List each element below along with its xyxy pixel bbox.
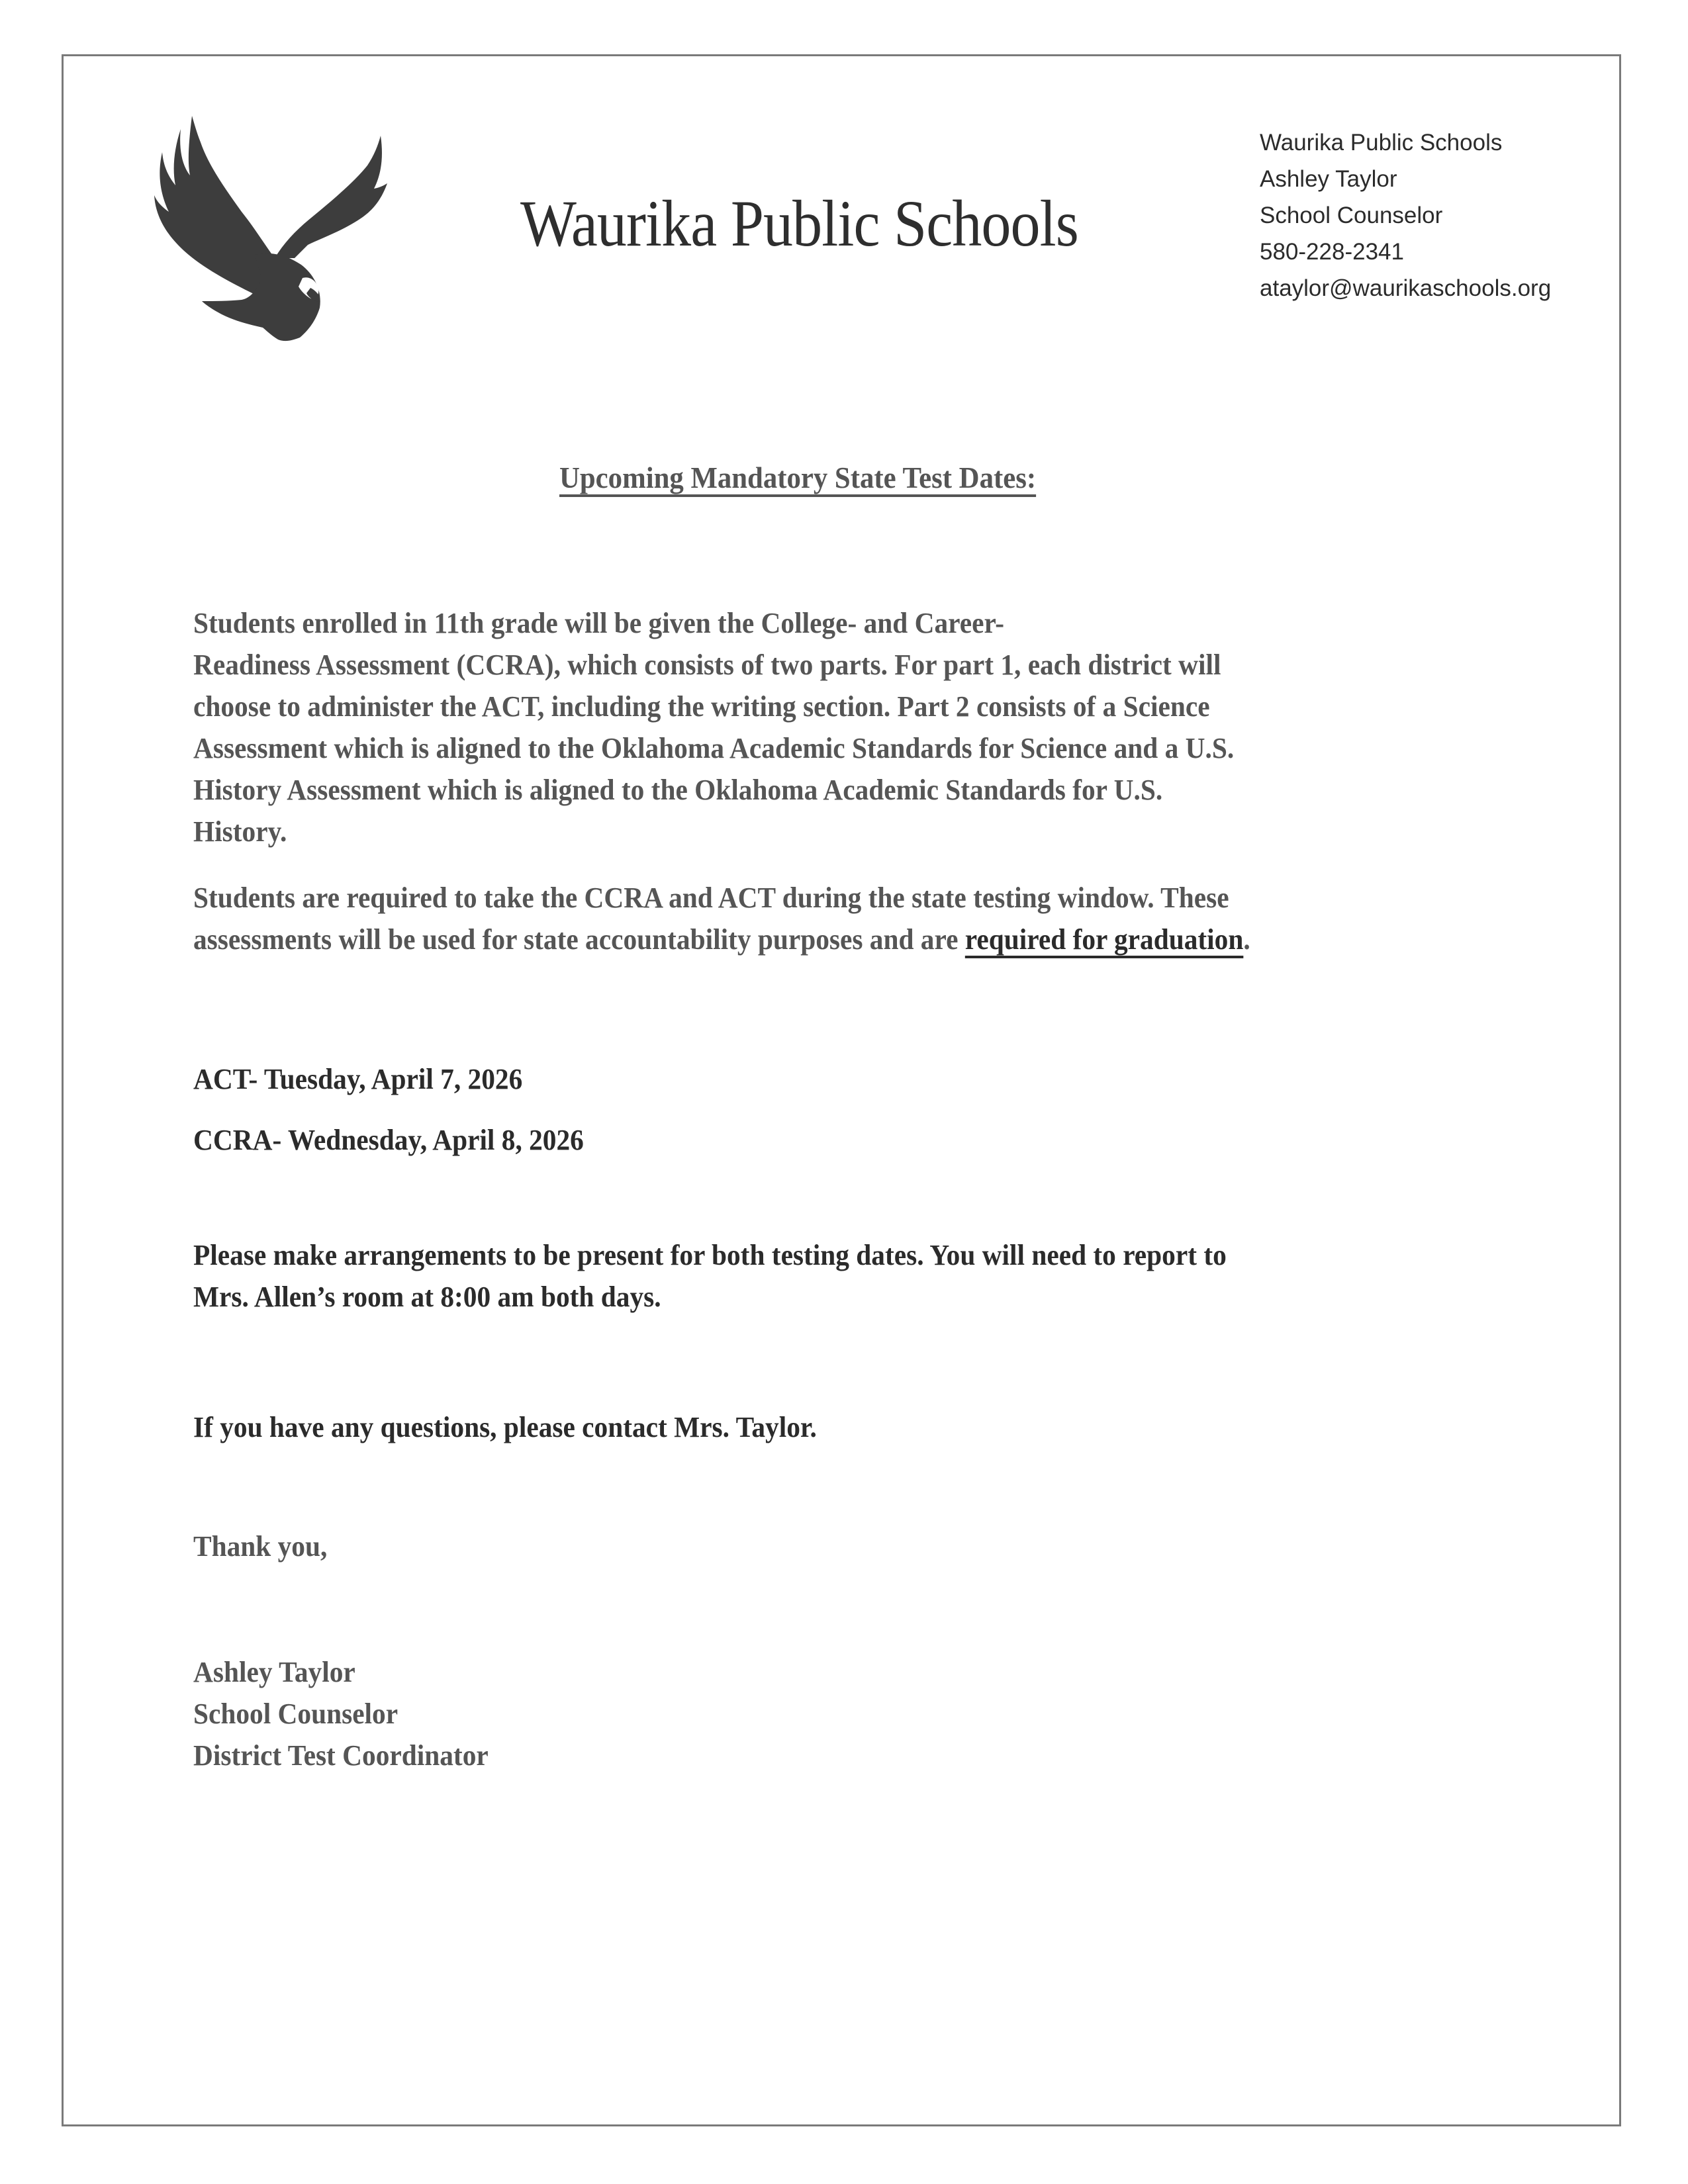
contact-org: Waurika Public Schools [1260, 130, 1503, 156]
paragraph-line: Students are required to take the CCRA and ACT during the state testing window. These [193, 882, 1229, 914]
paragraph-line: History. [193, 815, 287, 848]
paragraph-line: If you have any questions, please contact Mrs. Taylor. [193, 1411, 817, 1443]
eagle-logo-icon [142, 103, 394, 347]
signature-name: Ashley Taylor [193, 1656, 355, 1688]
ccra-date: CCRA- Wednesday, April 8, 2026 [193, 1124, 584, 1156]
paragraph-arrangements [193, 1234, 1491, 1318]
paragraph-requirement [193, 877, 1491, 960]
test-dates [193, 1049, 1491, 1171]
school-title: Waurika Public Schools [520, 187, 1078, 260]
paragraph-line: Readiness Assessment (CCRA), which consists of two parts. For part 1, each district will [193, 649, 1221, 681]
contact-block [1260, 124, 1551, 306]
paragraph-line: History Assessment which is aligned to the Oklahoma Academic Standards for U.S. [193, 774, 1163, 806]
paragraph-line [193, 919, 1413, 960]
closing-line: Thank you, [193, 1530, 328, 1563]
paragraph-line: Please make arrangements to be present for both testing dates. You will need to report to [193, 1239, 1227, 1271]
paragraph-line: Students enrolled in 11th grade will be given the College- and Career- [193, 607, 1005, 639]
contact-phone: 580-228-2341 [1260, 239, 1404, 265]
signature-block [193, 1651, 1491, 1776]
contact-email[interactable]: ataylor@waurikaschools.org [1260, 275, 1552, 301]
paragraph-line: choose to administer the ACT, including the writing section. Part 2 consists of a Science [193, 690, 1210, 723]
paragraph-line: Mrs. Allen’s room at 8:00 am both days. [193, 1281, 661, 1313]
signature-title: District Test Coordinator [193, 1739, 489, 1772]
page-heading: Upcoming Mandatory State Test Dates: [559, 461, 1037, 494]
requirement-text: assessments will be used for state accountability purposes and are [193, 923, 965, 956]
signature-title: School Counselor [193, 1698, 399, 1730]
paragraph-ccra-description [193, 602, 1491, 852]
act-date: ACT- Tuesday, April 7, 2026 [193, 1063, 523, 1095]
contact-role: School Counselor [1260, 203, 1443, 228]
period: . [1243, 923, 1250, 956]
contact-name: Ashley Taylor [1260, 166, 1397, 192]
paragraph-questions [193, 1406, 1491, 1448]
paragraph-line: Assessment which is aligned to the Oklahoma Academic Standards for Science and a U.S. [193, 732, 1235, 764]
closing [193, 1525, 1491, 1567]
required-for-graduation-emphasis: required for graduation [964, 923, 1244, 956]
